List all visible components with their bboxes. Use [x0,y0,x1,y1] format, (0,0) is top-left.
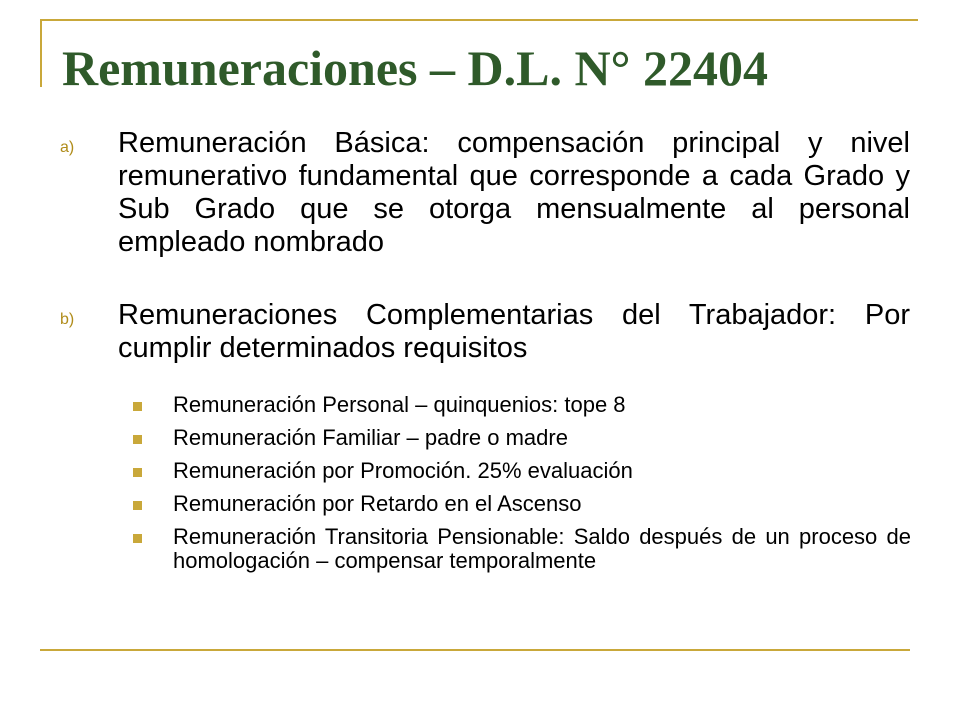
sub-list-item-text: Remuneración Personal – quinquenios: tope 8 [173,392,626,417]
square-bullet-icon [133,468,142,477]
list-item-a [60,127,910,259]
list-marker: a) [60,139,75,156]
sub-list-item-text: Remuneración por Promoción. 25% evaluación [173,458,633,483]
sub-list-item-text: Remuneración Familiar – padre o madre [173,425,568,450]
square-bullet-icon [133,402,142,411]
list-marker: b) [60,311,75,328]
sub-list [133,393,911,582]
slide-title: Remuneraciones – D.L. N° 22404 [62,40,769,96]
main-list [60,127,910,405]
bottom-rule [40,649,910,651]
sub-list-item [133,525,911,573]
square-bullet-icon [133,534,142,543]
sub-list-item [133,426,911,450]
sub-list-item [133,492,911,516]
left-rule [40,19,42,87]
list-item-b [60,299,910,365]
square-bullet-icon [133,501,142,510]
list-item-text: Remuneraciones Complementarias del Trabajador: Por cumplir determinados requisitos [118,299,910,364]
square-bullet-icon [133,435,142,444]
sub-list-item-text: Remuneración Transitoria Pensionable: Saldo después de un proceso de homologación – compensar temporalmente [173,524,911,573]
sub-list-item [133,459,911,483]
top-rule [40,19,918,21]
sub-list-item [133,393,911,417]
list-item-text: Remuneración Básica: compensación principal y nivel remunerativo fundamental que corresponde a cada Grado y Sub Grado que se otorga mensualmente al personal empleado nombrado [118,127,910,258]
sub-list-item-text: Remuneración por Retardo en el Ascenso [173,491,582,516]
